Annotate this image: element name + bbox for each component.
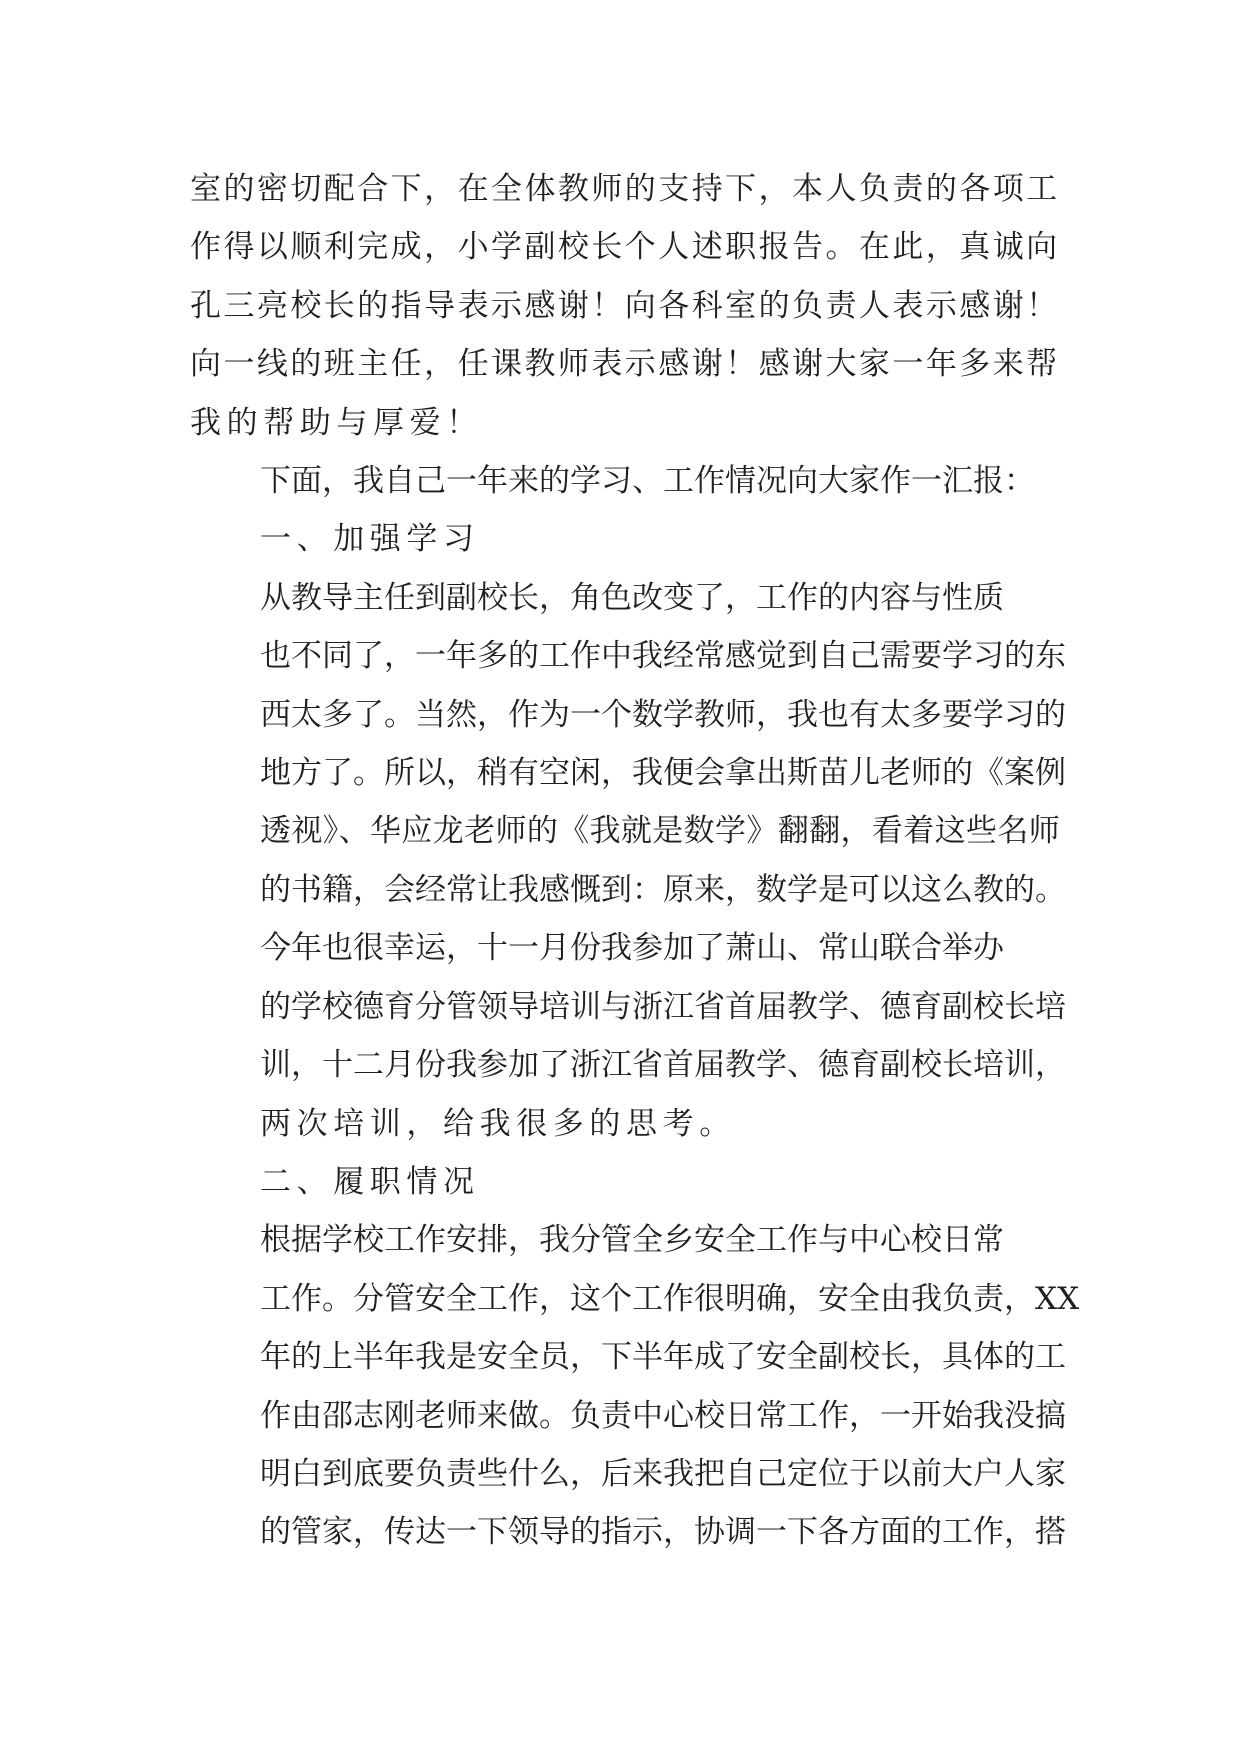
text-line: 地方了。所以，稍有空闲，我便会拿出斯苗儿老师的《案例 (260, 755, 1066, 792)
document-body (190, 160, 1080, 1562)
text-line: 作由邵志刚老师来做。负责中心校日常工作，一开始我没搞 (260, 1397, 1066, 1434)
paragraph (190, 569, 1066, 919)
paragraph (190, 452, 1060, 510)
text-line: 我的帮助与厚爱！ (190, 404, 483, 441)
text-line: 作得以顺利完成，小学副校长个人述职报告。在此，真诚向 (190, 229, 1060, 266)
text-line: 的学校德育分管领导培训与浙江省首届教学、德育副校长培 (260, 988, 1066, 1025)
text-line: 两次培训，给我很多的思考。 (260, 1105, 736, 1142)
text-line: 向一线的班主任，任课教师表示感谢！感谢大家一年多来帮 (190, 346, 1060, 383)
text-line: 也不同了，一年多的工作中我经常感觉到自己需要学习的东 (260, 638, 1066, 675)
paragraph (190, 1211, 1080, 1561)
text-line: 工作。分管安全工作，这个工作很明确，安全由我负责，XX (260, 1280, 1080, 1317)
text-line: 下面，我自己一年来的学习、工作情况向大家作一汇报： (260, 463, 1035, 500)
text-line: 二、履职情况 (260, 1163, 480, 1200)
text-line: 年的上半年我是安全员，下半年成了安全副校长，具体的工 (260, 1339, 1066, 1376)
paragraph (190, 510, 1060, 568)
text-line: 今年也很幸运，十一月份我参加了萧山、常山联合举办 (260, 930, 1004, 967)
text-line: 根据学校工作安排，我分管全乡安全工作与中心校日常 (260, 1222, 1004, 1259)
text-line: 的书籍，会经常让我感慨到：原来，数学是可以这么教的。 (260, 871, 1066, 908)
text-line: 室的密切配合下，在全体教师的支持下，本人负责的各项工 (190, 171, 1060, 207)
paragraph (190, 1153, 1060, 1211)
text-line: 一、加强学习 (260, 521, 480, 558)
paragraph (190, 919, 1066, 1153)
text-line: 明白到底要负责些什么，后来我把自己定位于以前大户人家 (260, 1455, 1066, 1492)
paragraph (190, 160, 1060, 452)
text-line: 从教导主任到副校长，角色改变了，工作的内容与性质 (260, 579, 1004, 616)
text-line: 训，十二月份我参加了浙江省首届教学、德育副校长培训， (260, 1047, 1066, 1084)
text-line: 的管家，传达一下领导的指示，协调一下各方面的工作，搭 (260, 1514, 1066, 1551)
text-line: 西太多了。当然，作为一个数学教师，我也有太多要学习的 (260, 696, 1066, 733)
text-line: 孔三亮校长的指导表示感谢！向各科室的负责人表示感谢！ (190, 287, 1060, 324)
text-line: 透视》、华应龙老师的《我就是数学》翻翻，看着这些名师 (260, 813, 1061, 850)
